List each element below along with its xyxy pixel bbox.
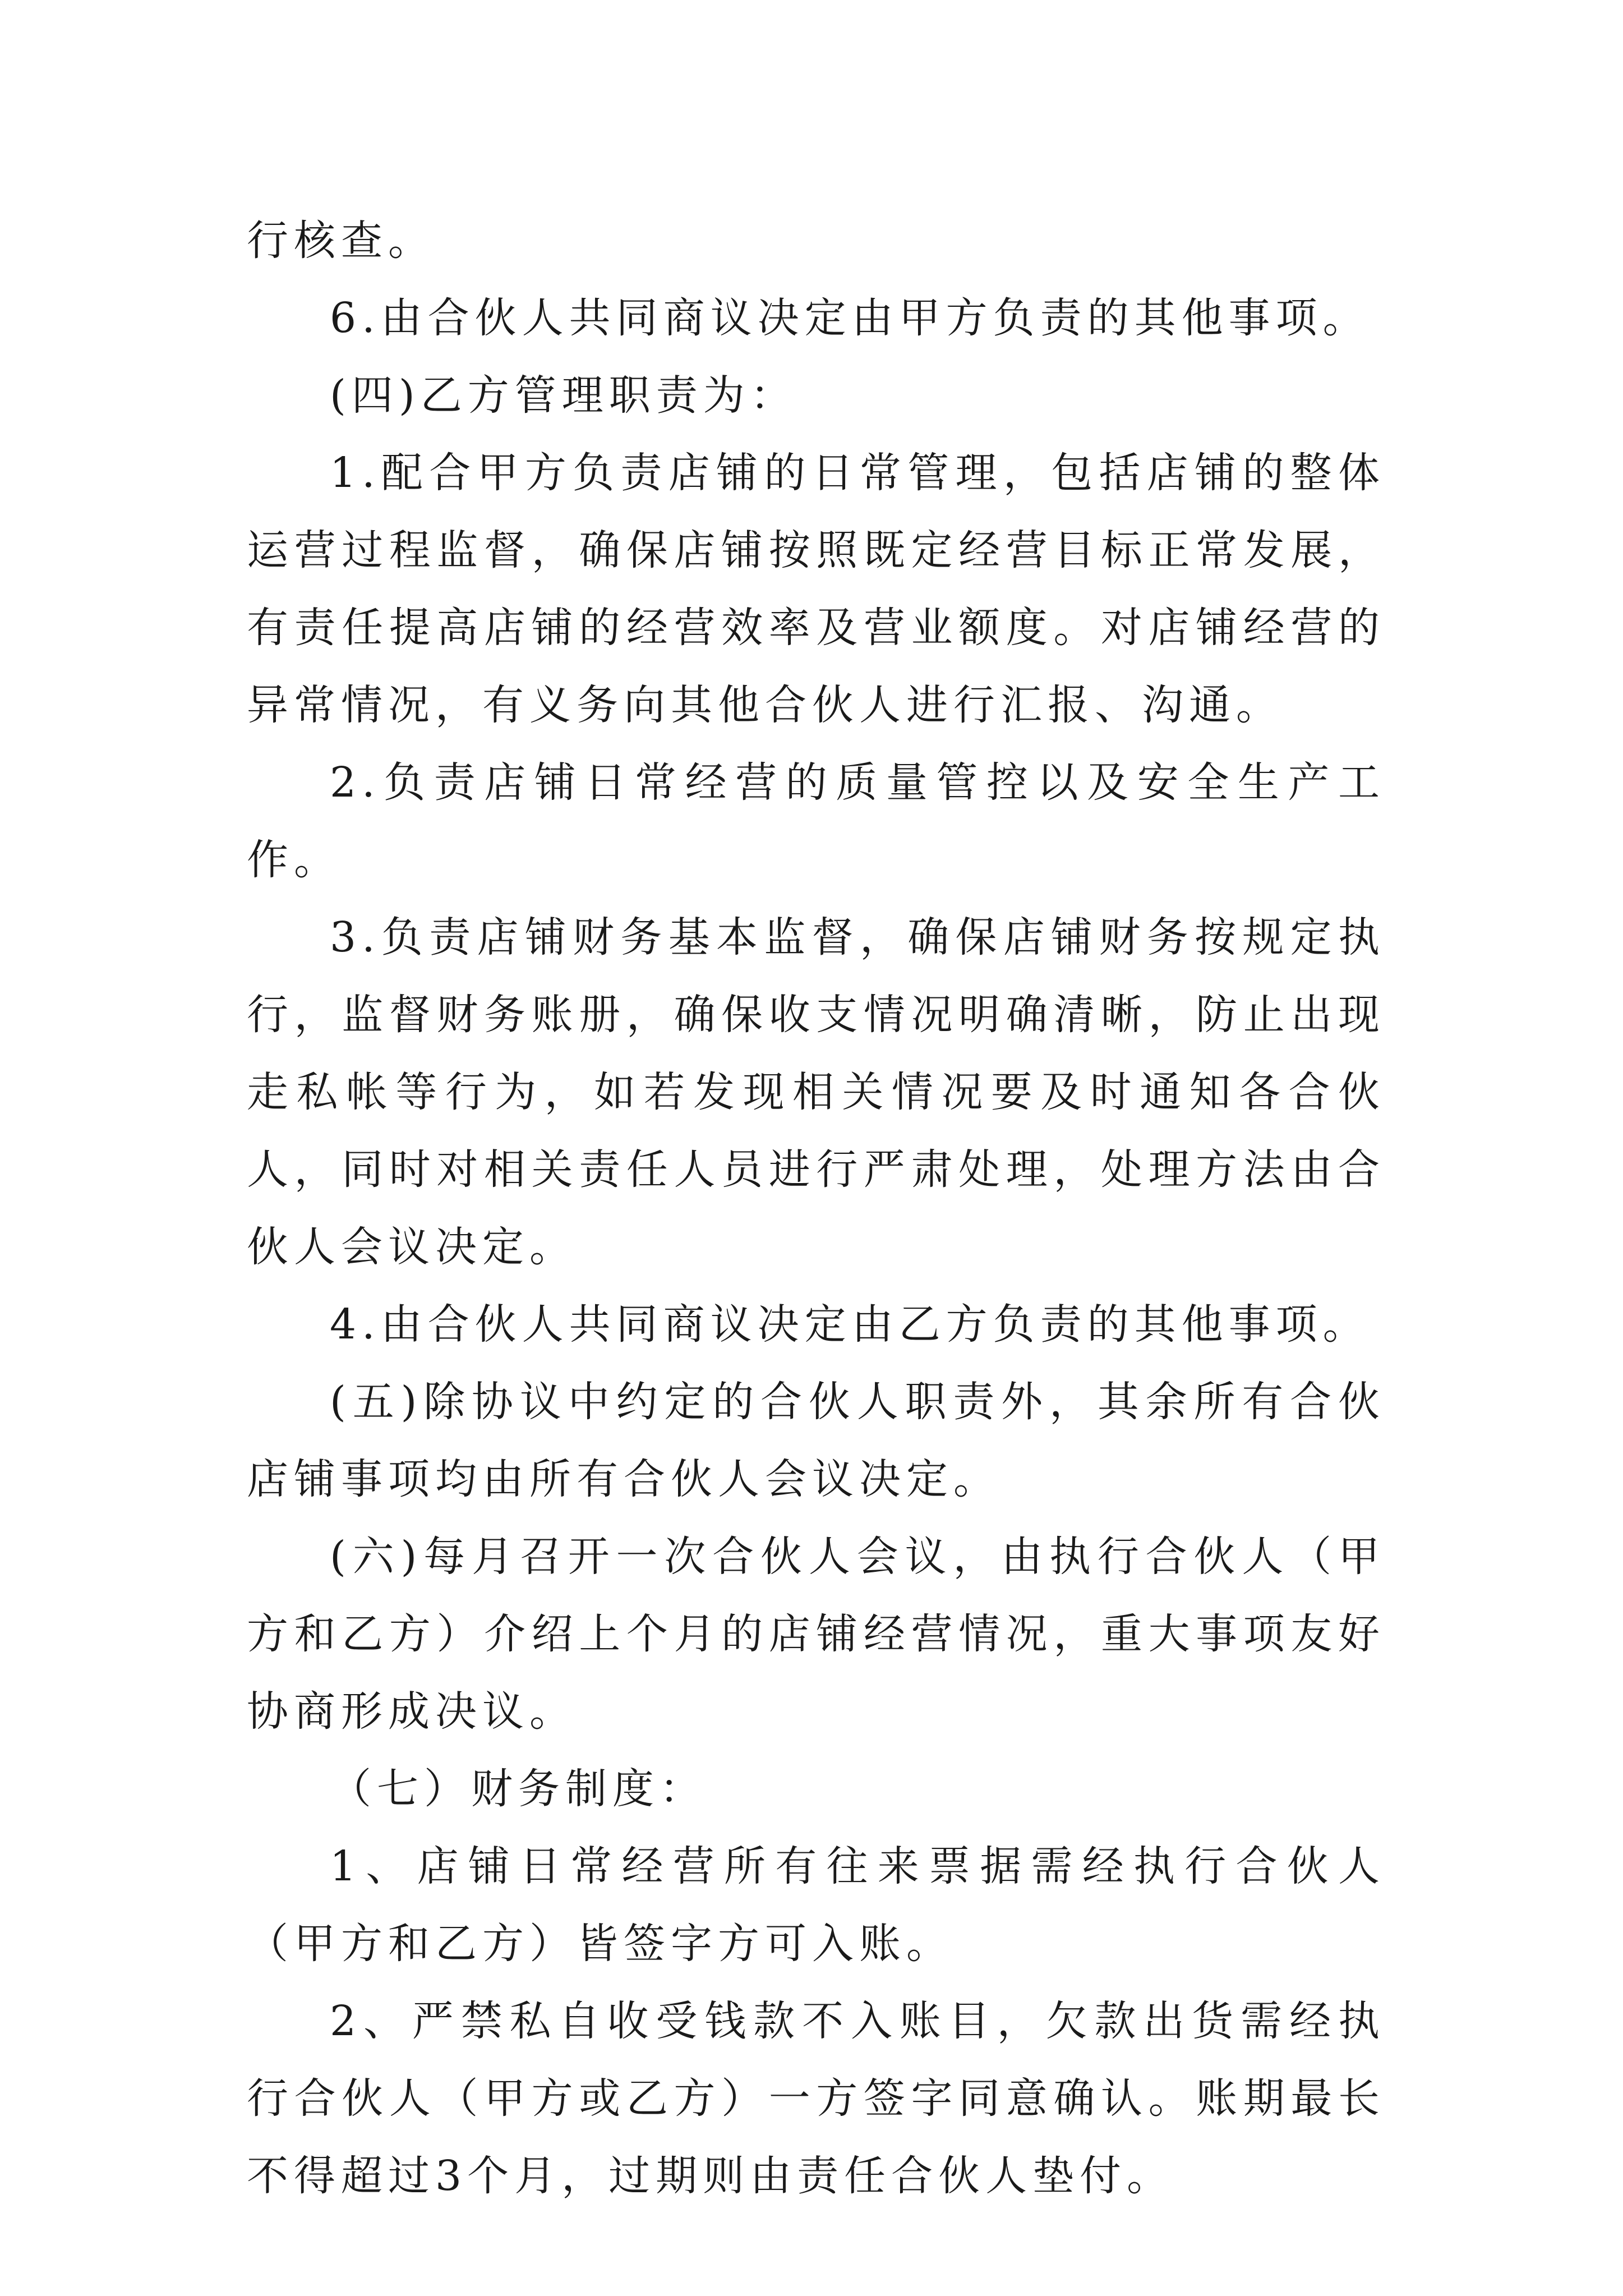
section-heading: (四)乙方管理职责为： — [330, 371, 797, 420]
paragraph: 行核查。 — [247, 217, 435, 265]
paragraph: 3.负责店铺财务基本监督，确保店铺财务按规定执行，监督财务账册，确保收支情况明确清晰，防止出现走私帐等行为，如若发现相关情况要及时通知各合伙人，同时对相关责任人员进行严肃处理，处理方法由合伙人会议决定。 — [247, 913, 1385, 1271]
paragraph: 4.由合伙人共同商议决定由乙方负责的其他事项。 — [330, 1300, 1370, 1349]
section-heading: （七）财务制度： — [330, 1765, 707, 1813]
paragraph: 1.配合甲方负责店铺的日常管理，包括店铺的整体运营过程监督，确保店铺按照既定经营目标正常发展，有责任提高店铺的经营效率及营业额度。对店铺经营的异常情况，有义务向其他合伙人进行汇报、沟通。 — [247, 449, 1385, 729]
paragraph: 2、严禁私自收受钱款不入账目，欠款出货需经执行合伙人（甲方或乙方）一方签字同意确认。账期最长不得超过3个月，过期则由责任合伙人垫付。 — [247, 1997, 1385, 2200]
section-heading: (五)除协议中约定的合伙人职责外，其余所有合伙店铺事项均由所有合伙人会议决定。 — [247, 1378, 1385, 1503]
paragraph: 2.负责店铺日常经营的质量管控以及安全生产工作。 — [247, 758, 1385, 884]
document-body — [247, 202, 1385, 2215]
paragraph: 1、店铺日常经营所有往来票据需经执行合伙人（甲方和乙方）皆签字方可入账。 — [247, 1842, 1385, 1968]
paragraph: 6.由合伙人共同商议决定由甲方负责的其他事项。 — [330, 294, 1370, 342]
section-heading: (六)每月召开一次合伙人会议，由执行合伙人（甲方和乙方）介绍上个月的店铺经营情况，重大事项友好协商形成决议。 — [247, 1533, 1385, 1736]
